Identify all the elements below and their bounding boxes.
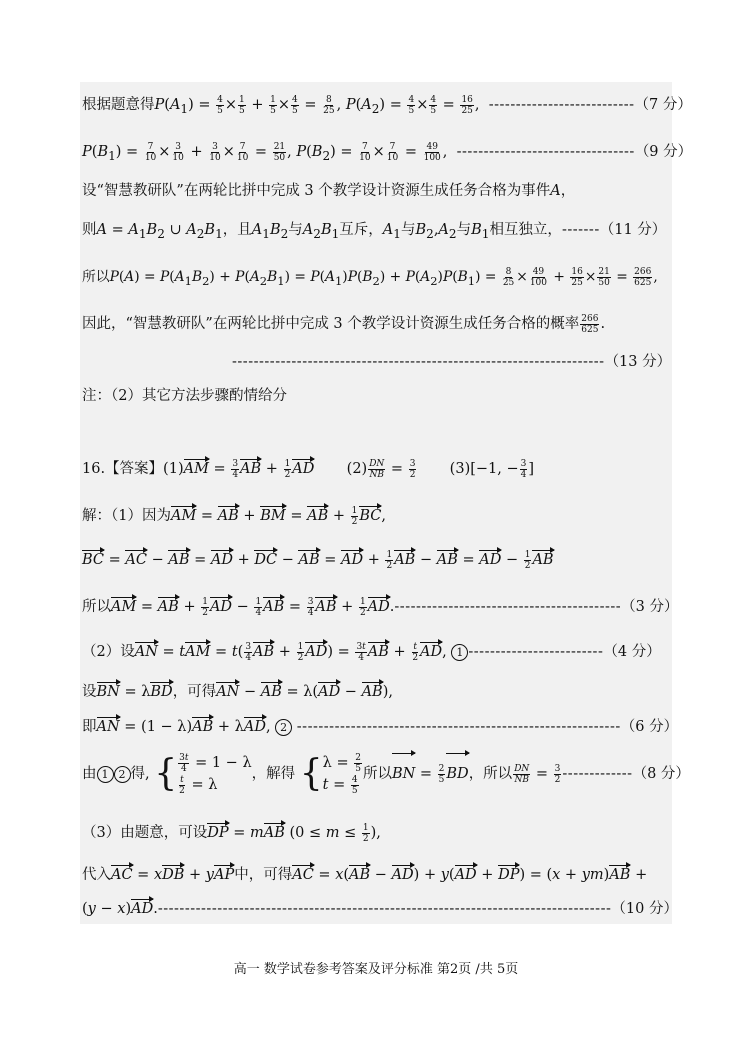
page-footer: 高一 数学试卷参考答案及评分标准 第2页 /共 5页 (233, 962, 519, 977)
answer-16: 16.【答案】(1)AM = $\frac{3}{4}$ AB + $\frac{1}{2}$ AD (2) $\frac{DN}{NB}$ = $\frac{3}{2}$ (3)[−1, − $\frac{3}{4}$ ] (82, 458, 535, 480)
solution-line-5: 所以$P(A) = P(A_1B_2) + P(A_2B_1) = P(A_1)P(B_2) + P(A_2)P(B_1)$ = $\frac{8}{25}$ × $\frac{49}{100}$ + $\frac{16}{25}$ × $\frac{21}{50}$ = $\frac{266}{625}$ , (82, 267, 658, 288)
solution-16-1a: 解：（1）因为AM = AB + BM = AB + $\frac{1}{2}$ BC, (82, 505, 386, 527)
solution-16-2b: 设BN = λBD，可得AN − AB = λ(AD − AB), (82, 681, 393, 703)
solution-line-4: 则$A = A_1B_2$ ∪ $A_2B_1$，且$A_1B_2$与$A_2B_1$互斥，$A_1$与$B_2,A_2$与$B_1$相互独立，-------（11 分） (82, 222, 667, 241)
solution-16-3a: （3）由题意，可设DP = mAB (0 ≤ m ≤ $\frac{1}{2}$ ), (82, 822, 381, 844)
solution-note: 注：（2）其它方法步骤酌情给分 (82, 388, 287, 404)
solution-16-2c: 即AN = (1 − λ)AB + λAD, 2 ------------------------------------------------------------（6 分） (82, 716, 678, 738)
solution-16-2d: 由 1 2 得, { $\frac{3t}{4}$ = 1 − λ $\frac{t}{2}$ = λ ，解得 { λ = $\frac{2}{5}$ t = $\frac{4}{5}$ 所以BN = $\frac{2}{5}$ BD，所以 $\frac{DN}{NB}$ = $\frac{3}{2}$ -------------（8 分） (82, 752, 690, 796)
solution-16-1b: BC = AC − AB = AD + DC − AB = AD + $\frac{1}{2}$ AB − AB = AD − $\frac{1}{2}$ AB (82, 549, 554, 571)
solution-line-3: 设“智慧教研队”在两轮比拼中完成 3 个教学设计资源生成任务合格为事件A， (82, 183, 576, 199)
solution-line-7: ---------------------------------------------------------------------（13 分） (232, 354, 672, 370)
solution-line-1: 根据题意得$P(A_1)$ = $\frac{4}{5}$ × $\frac{1}{5}$ + $\frac{1}{5}$ × $\frac{4}{5}$ = $\frac{8}{25}$ , $P(A_2)$ = $\frac{4}{5}$ × $\frac{4}{5}$ = $\frac{16}{25}$ , ---------------------------（7 分） (82, 94, 692, 116)
solution-16-1c: 所以AM = AB + $\frac{1}{2}$ AD − $\frac{1}{4}$ AB = $\frac{3}{4}$ AB + $\frac{1}{2}$ AD.------------------------------------------（3 分） (82, 596, 679, 618)
solution-line-6: 因此，“智慧教研队”在两轮比拼中完成 3 个教学设计资源生成任务合格的概率 $\frac{266}{625}$ . (82, 313, 606, 335)
scanned-content-area (80, 82, 672, 924)
solution-16-3c: (y − x)AD.------------------------------------------------------------------------------------（10 分） (82, 898, 678, 920)
solution-16-3b: 代入AC = xDB + yAP中，可得AC = x(AB − AD) + y(AD + DP) = (x + ym)AB + (82, 864, 647, 886)
solution-line-2: $P(B_1)$ = $\frac{7}{10}$ × $\frac{3}{10}$ + $\frac{3}{10}$ × $\frac{7}{10}$ = $\frac{21}{50}$ , $P(B_2)$ = $\frac{7}{10}$ × $\frac{7}{10}$ = $\frac{49}{100}$ , ---------------------------------（9 分） (82, 141, 693, 163)
solution-16-2a: （2）设AN = tAM = t( $\frac{3}{4}$ AB + $\frac{1}{2}$ AD) = $\frac{3t}{4}$ AB + $\frac{t}{2}$ AD, 1 -------------------------（4 分） (82, 641, 661, 663)
